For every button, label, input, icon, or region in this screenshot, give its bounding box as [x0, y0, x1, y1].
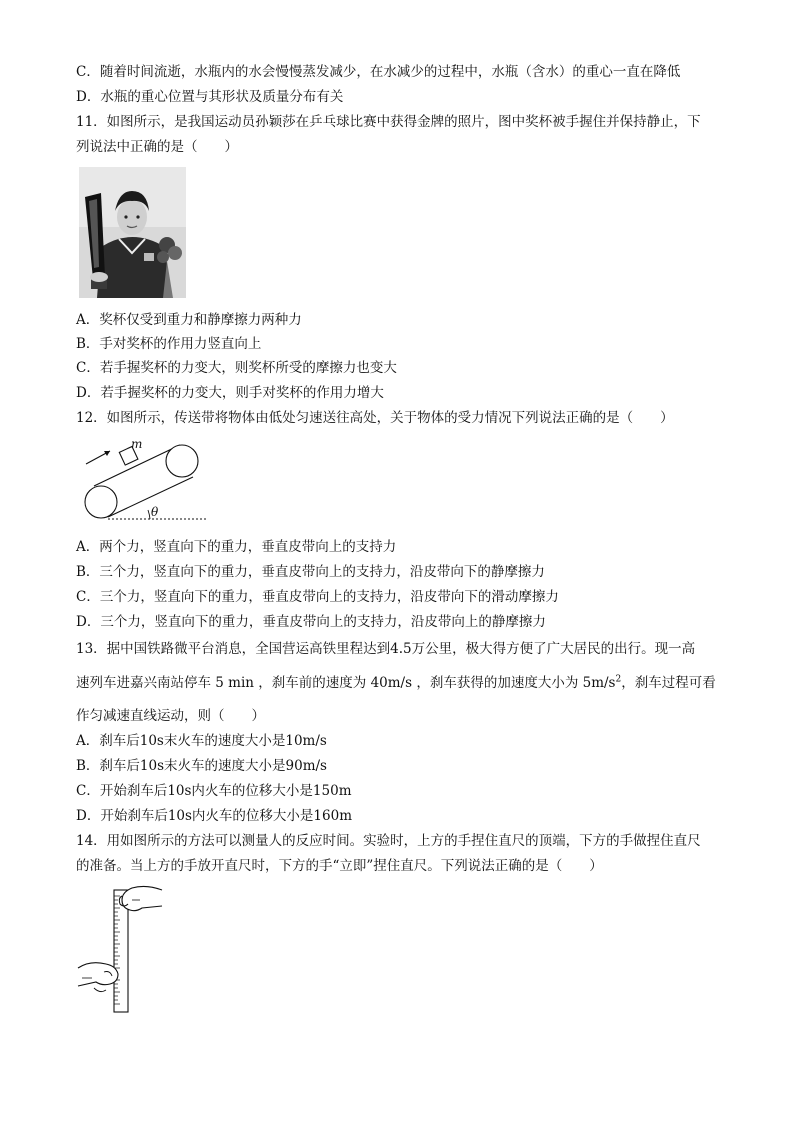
q13-option-d: D．开始刹车后10s内火车的位移大小是160m — [76, 808, 352, 824]
q13-stem-line1: 13．据中国铁路微平台消息，全国营运高铁里程达到4.5万公里，极大得方便了广大居民的出行。现一高 — [76, 641, 696, 657]
q13-option-c: C．开始刹车后10s内火车的位移大小是150m — [76, 783, 352, 799]
q14-ruler-reaction-diagram — [76, 882, 166, 1014]
q12-conveyor-diagram — [80, 436, 212, 526]
q12-option-c: C．三个力，竖直向下的重力，垂直皮带向上的支持力，沿皮带向下的滑动摩擦力 — [76, 589, 559, 605]
q14-stem-line2: 的准备。当上方的手放开直尺时，下方的手“立即”捏住直尺。下列说法正确的是（ ） — [76, 858, 603, 874]
q12-label-m: m — [131, 437, 143, 451]
q12-option-d: D．三个力，竖直向下的重力，垂直皮带向上的支持力，沿皮带向上的静摩擦力 — [76, 614, 546, 630]
q11-photo-trophy-athlete — [79, 167, 186, 298]
q10-option-d: D．水瓶的重心位置与其形状及质量分布有关 — [76, 89, 344, 105]
q13-option-a: A．刹车后10s末火车的速度大小是10m/s — [76, 733, 327, 749]
q11-option-c: C．若手握奖杯的力变大，则奖杯所受的摩擦力也变大 — [76, 360, 397, 376]
q10-option-c: C．随着时间流逝，水瓶内的水会慢慢蒸发减少，在水减少的过程中，水瓶（含水）的重心一直在降低 — [76, 64, 681, 80]
q13-option-b: B．刹车后10s末火车的速度大小是90m/s — [76, 758, 327, 774]
q11-option-d: D．若手握奖杯的力变大，则手对奖杯的作用力增大 — [76, 385, 384, 401]
q13-stem-line2 — [76, 673, 716, 693]
q11-option-a: A．奖杯仅受到重力和静摩擦力两种力 — [76, 312, 302, 328]
q12-label-theta: θ — [151, 505, 159, 519]
q12-option-a: A．两个力，竖直向下的重力，垂直皮带向上的支持力 — [76, 539, 397, 555]
q13-stem-line2-a: 速列车进嘉兴南站停车 5 min ，刹车前的速度为 40m/s ，刹车获得的加速度大小为 5m/s — [76, 675, 616, 691]
q11-option-b: B．手对奖杯的作用力竖直向上 — [76, 336, 262, 352]
q11-stem-line1: 11．如图所示，是我国运动员孙颖莎在乒乓球比赛中获得金牌的照片，图中奖杯被手握住并保持静止，下 — [76, 114, 701, 130]
q13-stem-line2-sup: 2 — [615, 674, 622, 685]
q11-stem-line2: 列说法中正确的是（ ） — [76, 139, 238, 155]
q12-stem: 12．如图所示，传送带将物体由低处匀速送往高处，关于物体的受力情况下列说法正确的是（ ） — [76, 410, 674, 426]
q12-option-b: B．三个力，竖直向下的重力，垂直皮带向上的支持力，沿皮带向下的静摩擦力 — [76, 564, 545, 580]
q13-stem-line3: 作匀减速直线运动，则（ ） — [76, 708, 265, 724]
q13-stem-line2-b: ，刹车过程可看 — [621, 675, 716, 691]
q14-stem-line1: 14．用如图所示的方法可以测量人的反应时间。实验时，上方的手捏住直尺的顶端，下方的手做捏住直尺 — [76, 833, 701, 849]
